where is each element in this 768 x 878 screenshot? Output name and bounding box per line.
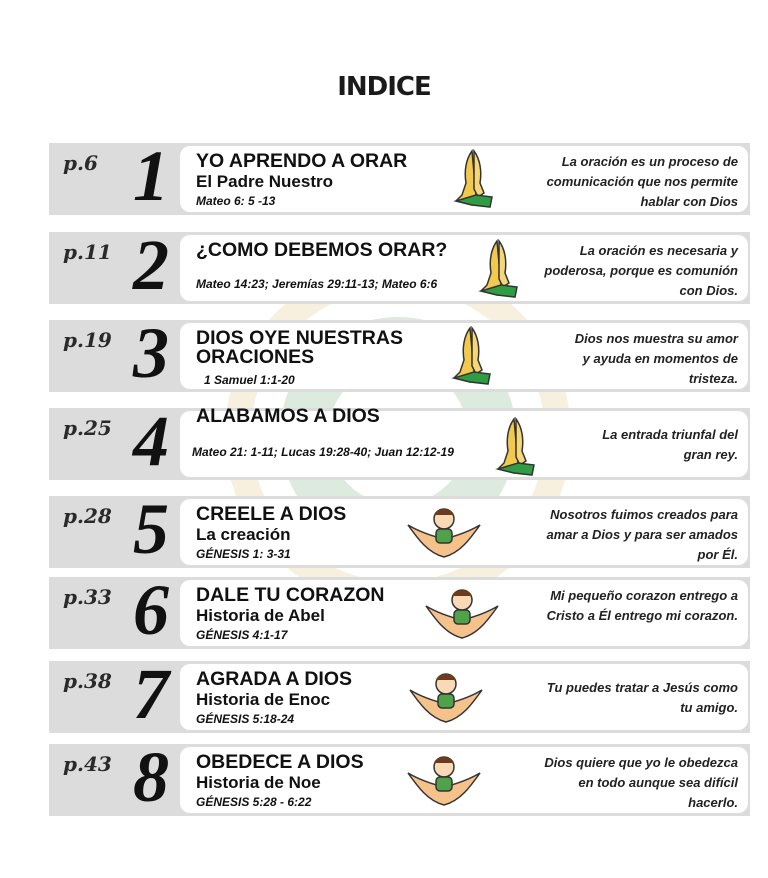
lesson-card	[180, 146, 748, 212]
child-in-hands-icon	[404, 753, 484, 811]
praying-hands-icon	[477, 239, 519, 301]
child-in-hands-icon	[404, 505, 484, 563]
page-number: p.38	[63, 669, 112, 693]
lesson-description: Dios nos muestra su amor y ayuda en momentos de tristeza.	[574, 331, 738, 386]
lesson-heading: AGRADA A DIOS	[196, 668, 352, 690]
index-entry	[49, 654, 750, 734]
lesson-heading: OBEDECE A DIOS	[196, 751, 364, 773]
lesson-description: La oración es necesaria y poderosa, porque es comunión con Dios.	[544, 243, 738, 298]
page-number: p.19	[63, 328, 112, 352]
page-number: p.25	[63, 416, 112, 440]
index-entry	[49, 737, 750, 817]
lesson-description: La entrada triunfal del gran rey.	[602, 427, 738, 462]
lesson-description: Tu puedes tratar a Jesús como tu amigo.	[546, 680, 738, 715]
lesson-subtitle: Historia de Abel	[196, 606, 325, 625]
lesson-number: 2	[133, 225, 169, 305]
index-entry	[49, 225, 750, 305]
praying-hands-icon	[452, 149, 494, 211]
lesson-card	[180, 580, 748, 646]
lesson-subtitle: Historia de Noe	[196, 773, 321, 792]
praying-hands-icon	[450, 326, 492, 388]
bible-reference: Mateo 6: 5 -13	[196, 194, 276, 208]
page-number: p.33	[63, 585, 112, 609]
lesson-card	[180, 747, 748, 813]
lesson-card	[180, 323, 748, 389]
lesson-heading: ALABAMOS A DIOS	[196, 405, 380, 427]
lesson-number: 4	[133, 401, 169, 481]
lesson-description: La oración es un proceso de comunicación que nos permite hablar con Dios	[546, 154, 738, 209]
page-number: p.43	[63, 752, 112, 776]
index-entry	[49, 401, 750, 481]
bible-reference: GÉNESIS 5:28 - 6:22	[196, 795, 312, 809]
index-entry	[49, 570, 750, 650]
lesson-card	[180, 664, 748, 730]
index-entry	[49, 489, 750, 569]
lesson-subtitle: Historia de Enoc	[196, 690, 331, 709]
lesson-number: 1	[133, 136, 169, 216]
bible-reference: GÉNESIS 1: 3-31	[196, 547, 291, 561]
lesson-card	[180, 499, 748, 565]
lesson-card	[180, 405, 748, 477]
child-in-hands-icon	[406, 670, 486, 728]
lesson-number: 7	[133, 654, 169, 734]
lesson-heading: YO APRENDO A ORAR	[196, 150, 408, 172]
page-number: p.28	[63, 504, 112, 528]
lesson-heading-line2: ORACIONES	[196, 346, 315, 368]
child-in-hands-icon	[422, 586, 502, 644]
lesson-number: 3	[133, 313, 169, 393]
bible-reference: 1 Samuel 1:1-20	[204, 373, 295, 387]
page-title: INDICE	[337, 72, 431, 102]
lesson-subtitle: El Padre Nuestro	[196, 172, 333, 191]
index-entry	[49, 313, 750, 393]
lesson-description: Nosotros fuimos creados para amar a Dios y para ser amados por Él.	[546, 507, 738, 562]
bible-reference: Mateo 21: 1-11; Lucas 19:28-40; Juan 12:12-19	[192, 445, 454, 459]
lesson-number: 8	[133, 737, 169, 817]
lesson-number: 5	[133, 489, 169, 569]
lesson-number: 6	[133, 570, 169, 650]
lesson-description: Dios quiere que yo le obedezca en todo aunque sea difícil hacerlo.	[544, 755, 738, 810]
page-number: p.6	[63, 151, 98, 175]
bible-reference: GÉNESIS 4:1-17	[196, 628, 288, 642]
index-entry	[49, 136, 750, 216]
page-number: p.11	[63, 240, 112, 264]
lesson-heading: DALE TU CORAZON	[196, 584, 385, 606]
lesson-subtitle: La creación	[196, 525, 291, 544]
bible-reference: GÉNESIS 5:18-24	[196, 712, 295, 726]
lesson-heading: CREELE A DIOS	[196, 503, 347, 525]
bible-reference: Mateo 14:23; Jeremías 29:11-13; Mateo 6:6	[196, 277, 438, 291]
lesson-heading: DIOS OYE NUESTRAS	[196, 327, 403, 349]
lesson-heading: ¿COMO DEBEMOS ORAR?	[196, 239, 448, 261]
lesson-card	[180, 235, 748, 301]
lesson-description: Mi pequeño corazon entrego a Cristo a Él entrego mi corazon.	[546, 588, 738, 623]
